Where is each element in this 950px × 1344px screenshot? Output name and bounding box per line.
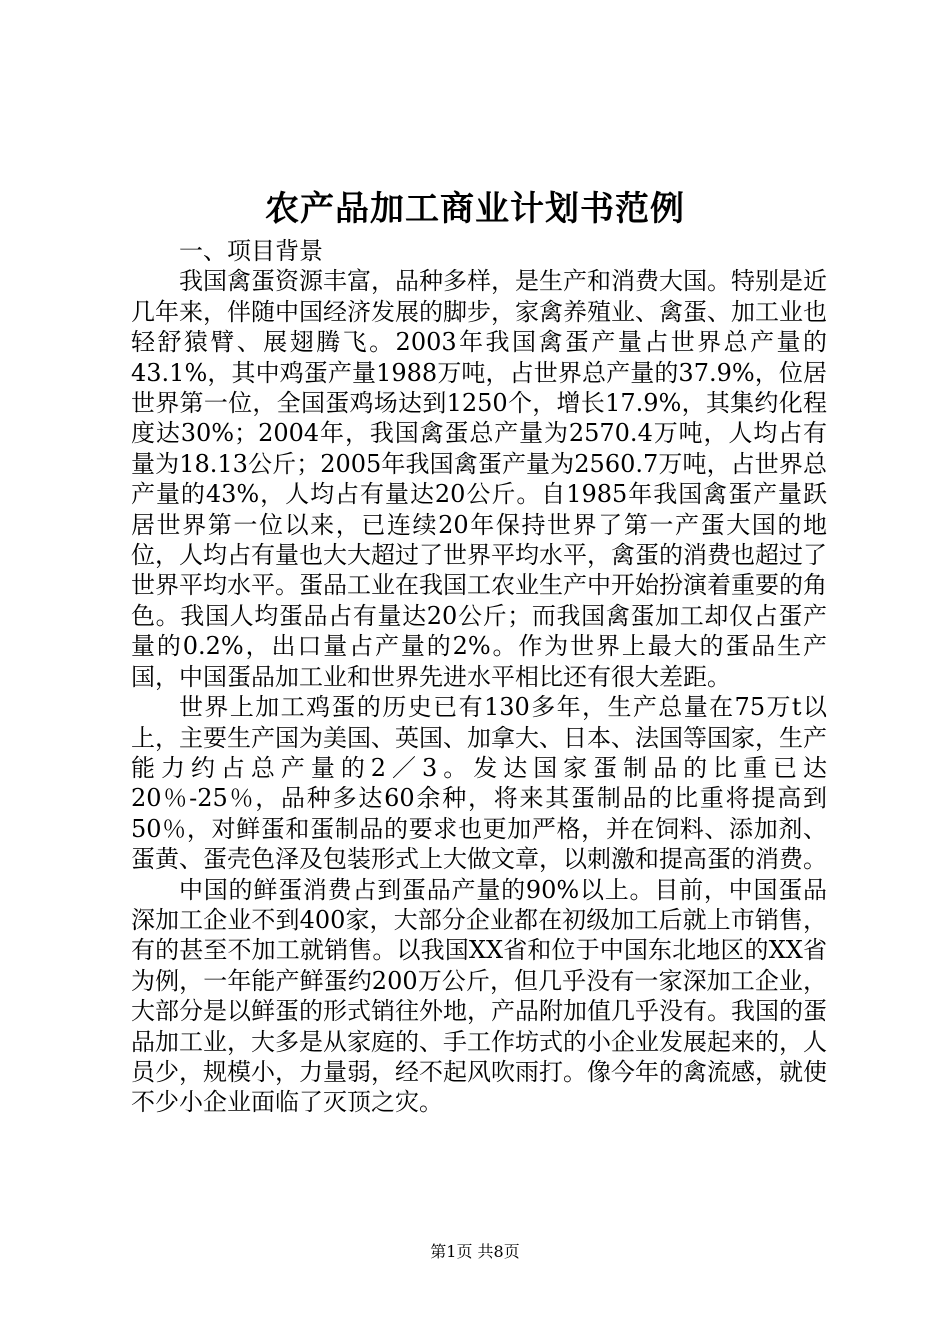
section-heading: 一、项目背景: [179, 237, 323, 265]
document-title: 农产品加工商业计划书范例: [265, 189, 685, 229]
paragraph-2: 世界上加工鸡蛋的历史已有130多年，生产总量在75万t以上，主要生产国为美国、英国、加拿大、日本、法国等国家，生产能力约占总产量的2／3。发达国家蛋制品的比重已达20％-25％，品种多达60余种，将来其蛋制品的比重将提高到50％，对鲜蛋和蛋制品的要求也更加严格，并在饲料、添加剂、蛋黄、蛋壳色泽及包装形式上大做文章，以刺激和提高蛋的消费。: [131, 693, 827, 874]
page-footer: 第1页 共8页: [430, 1242, 520, 1261]
paragraph-1: 我国禽蛋资源丰富，品种多样，是生产和消费大国。特别是近几年来，伴随中国经济发展的脚步，家禽养殖业、禽蛋、加工业也轻舒猿臂、展翅腾飞。2003年我国禽蛋产量占世界总产量的43.1%，其中鸡蛋产量1988万吨，占世界总产量的37.9%，位居世界第一位，全国蛋鸡场达到1250个，增长17.9%，其集约化程度达30%；2004年，我国禽蛋总产量为2570.4万吨，人均占有量为18.13公斤；2005年我国禽蛋产量为2560.7万吨，占世界总产量的43%，人均占有量达20公斤。自1985年我国禽蛋产量跃居世界第一位以来，已连续20年保持世界了第一产蛋大国的地位，人均占有量也大大超过了世界平均水平，禽蛋的消费也超过了世界平均水平。蛋品工业在我国工农业生产中开始扮演着重要的角色。我国人均蛋品占有量达20公斤；而我国禽蛋加工却仅占蛋产量的0.2%，出口量占产量的2%。作为世界上最大的蛋品生产国，中国蛋品加工业和世界先进水平相比还有很大差距。: [131, 267, 827, 691]
document-body: [131, 236, 827, 1118]
paragraph-3: 中国的鲜蛋消费占到蛋品产量的90%以上。目前，中国蛋品深加工企业不到400家，大部分企业都在初级加工后就上市销售，有的甚至不加工就销售。以我国XX省和位于中国东北地区的XX省为例，一年能产鲜蛋约200万公斤，但几乎没有一家深加工企业，大部分是以鲜蛋的形式销往外地，产品附加值几乎没有。我国的蛋品加工业，大多是从家庭的、手工作坊式的小企业发展起来的，人员少，规模小，力量弱，经不起风吹雨打。像今年的禽流感，就使不少小企业面临了灭顶之灾。: [131, 875, 827, 1117]
